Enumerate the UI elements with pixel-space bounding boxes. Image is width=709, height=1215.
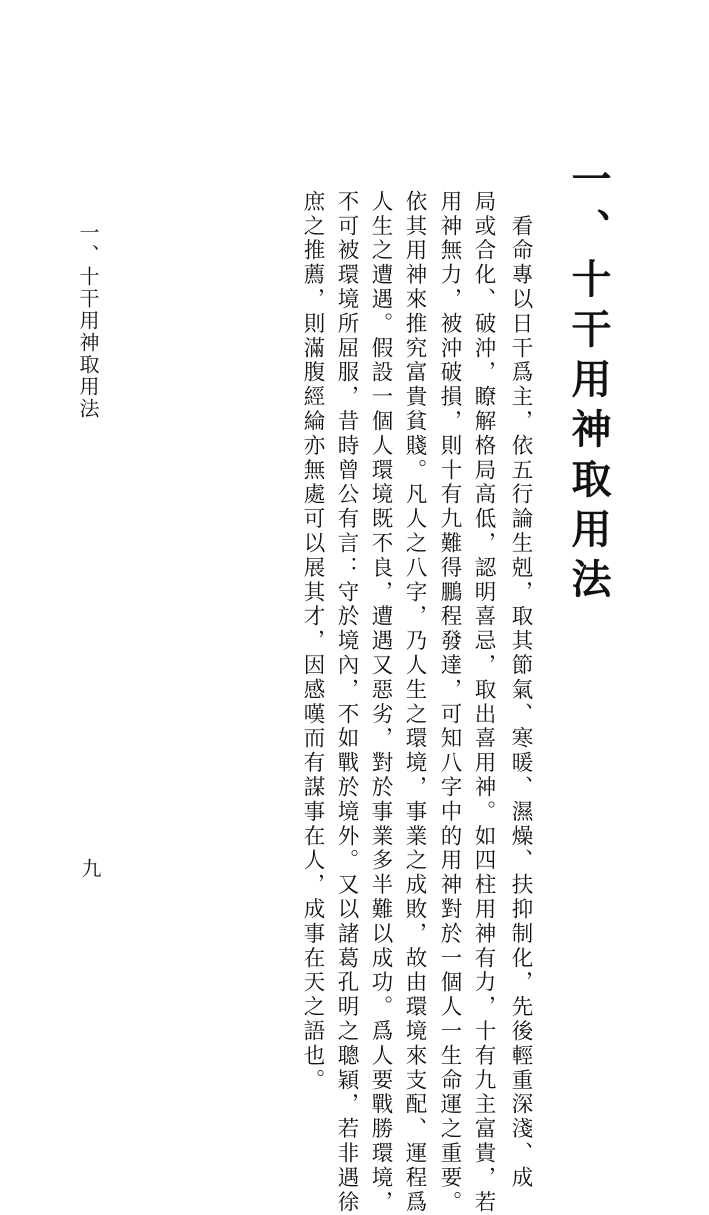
chapter-title: 一、十干用神取用法 <box>565 158 612 608</box>
text-column-6: 不可被環境所屈服，昔時曾公有言：守於境內，不如戰於境外。又以諸葛孔明之聰穎，若非遇徐 <box>334 190 359 1215</box>
text-column-7: 庶之推薦，則滿腹經綸亦無處可以展其才，因感嘆而有謀事在人，成事在天之語也。 <box>300 190 325 1093</box>
text-column-1: 看命專以日干爲主，依五行論生剋，取其節氣、寒暖、濕燥、扶抑制化，先後輕重深淺、成 <box>508 190 533 1191</box>
text-column-5: 人生之遭遇。假設一個人環境既不良，遭遇又惡劣，對於事業多半難以成功。爲人要戰勝環境， <box>368 190 393 1215</box>
text-column-3: 用神無力，被沖破損，則十有九難得鵬程發達，可知八字中的用神對於一個人一生命運之重要。 <box>437 190 462 1215</box>
text-column-4: 依其用神來推究富貴貧賤。凡人之八字，乃人生之環境，事業之成敗，故由環境來支配、運程爲 <box>402 190 427 1215</box>
text-column-2: 局或合化、破沖，瞭解格局高低，認明喜忌，取出喜用神。如四柱用神有力，十有九主富貴，若 <box>471 190 496 1215</box>
page-number: 九 <box>78 858 102 878</box>
running-head: 一、十干用神取用法 <box>76 222 100 420</box>
